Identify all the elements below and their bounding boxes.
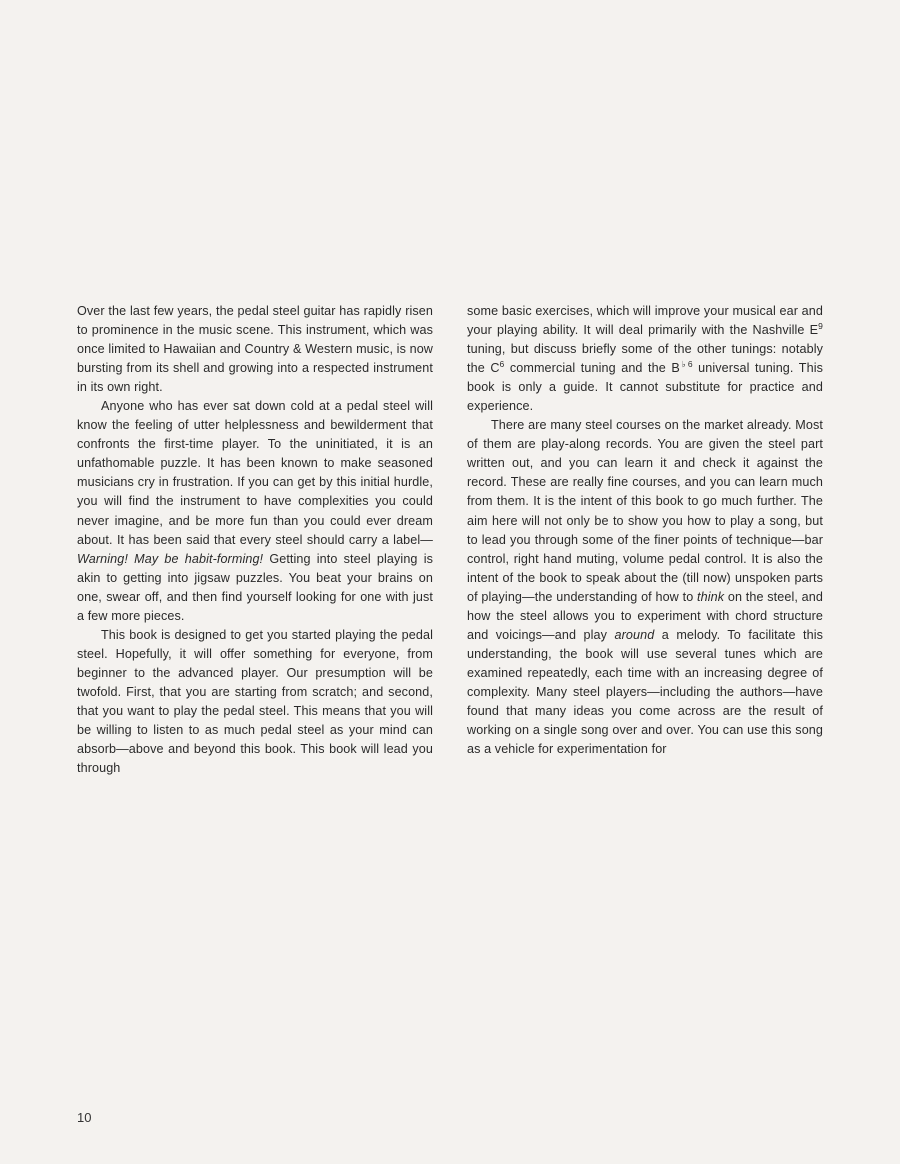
paragraph — [467, 416, 823, 759]
italic-text: around — [614, 627, 655, 642]
paragraph — [467, 302, 823, 416]
paragraph: Over the last few years, the pedal steel guitar has rapidly risen to prominence in the music scene. This instrument, which was once limited to Hawaiian and Country & Western music, is now bursting from its shell and growing into a respected instrument in its own right. — [77, 304, 433, 395]
italic-text: Warning! May be habit-forming! — [77, 551, 264, 566]
paragraph-text: some basic exercises, which will improve your musical ear and your playing ability. It will deal primarily with the Nashville E — [467, 304, 823, 338]
paragraph — [77, 397, 433, 626]
paragraph-text: on the steel, and how the steel allows you to experiment with chord structure and voicings—and play — [467, 589, 823, 642]
superscript: 9 — [818, 321, 823, 332]
paragraph: This book is designed to get you started playing the pedal steel. Hopefully, it will offer something for everyone, from beginner to the advanced player. Our presumption will be twofold. First, that you are starting from scratch; and second, that you want to play the pedal steel. This means that you will be willing to listen to as much pedal steel as your mind can absorb—above and beyond this book. This book will lead you through — [77, 627, 433, 776]
paragraph-text: universal tuning. This book is only a guide. It cannot substitute for practice and experience. — [467, 361, 823, 414]
paragraph-text: Getting into steel playing is akin to getting into jigsaw puzzles. You beat your brains on one, swear off, and then find yourself looking for one with just a few more pieces. — [77, 551, 433, 623]
page-number: 10 — [77, 1110, 92, 1125]
superscript: 6 — [499, 359, 505, 370]
paragraph-text: commercial tuning and the B — [504, 361, 680, 376]
paragraph-text: There are many steel courses on the market already. Most of them are play-along records. You are given the steel part written out, and you can learn it and check it against the record. These are really fine courses, and you can learn much from them. It is the intent of this book to go much further. The aim here will not only be to show you how to play a song, but to lead you through some of the finer points of technique—bar control, right hand muting, volume pedal control. It is also the intent of the book to speak about the (till now) unspoken parts of playing—the understanding of how to — [467, 418, 823, 604]
italic-text: think — [697, 589, 725, 604]
superscript: ♭6 — [679, 359, 693, 370]
paragraph-text: tuning, but discuss briefly some of the other tunings: notably the C — [467, 342, 823, 376]
paragraph-text: Anyone who has ever sat down cold at a pedal steel will know the feeling of utter helplessness and bewilderment that confronts the first-time player. To the uninitiated, it is an unfathomable puzzle. It has been known to make seasoned musicians cry in frustration. If you can get by this initial hurdle, you will find the instrument to have complexities you could never imagine, and be more fun than you could ever dream about. It has been said that every steel should carry a label— — [77, 399, 433, 547]
left-text-column — [77, 302, 433, 778]
right-text-column — [467, 302, 823, 759]
paragraph-text: a melody. To facilitate this understanding, the book will use several tunes which are examined repeatedly, each time with an increasing degree of complexity. Many steel players—including the authors—have found that many ideas you come across are the result of working on a single song over and over. You can use this song as a vehicle for experimentation for — [467, 627, 824, 757]
